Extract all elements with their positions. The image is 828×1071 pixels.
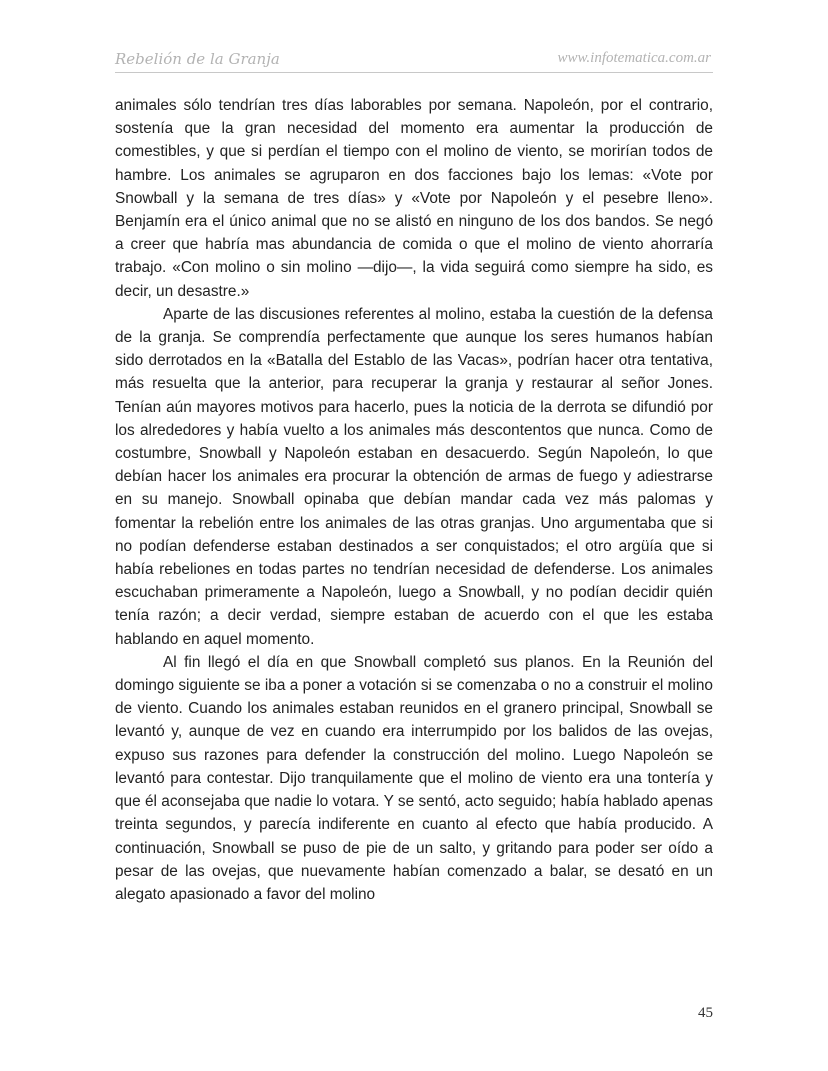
website-url: www.infotematica.com.ar <box>557 50 711 66</box>
book-title: Rebelión de la Granja <box>115 50 280 68</box>
paragraph: animales sólo tendrían tres días laborables por semana. Napoleón, por el contrario, sostenía que la gran necesidad del momento era aumentar la producción de comestibles, y que si perdían el tiempo con el molino de viento, se morirían todos de hambre. Los animales se agruparon en dos facciones bajo los lemas: «Vote por Snowball y la semana de tres días» y «Vote por Napoleón y el pesebre lleno». Benjamín era el único animal que no se alistó en ninguno de los dos bandos. Se negó a creer que habría mas abundancia de comida o que el molino de viento ahorraría trabajo. «Con molino o sin molino —dijo—, la vida seguirá como siempre ha sido, es decir, un desastre.» <box>115 97 713 300</box>
body-text <box>115 94 713 906</box>
paragraph: Aparte de las discusiones referentes al molino, estaba la cuestión de la defensa de la granja. Se comprendía perfectamente que aunque los seres humanos habían sido derrotados en la «Batalla del Establo de las Vacas», podrían hacer otra tentativa, más resuelta que la anterior, para recuperar la granja y restaurar al señor Jones. Tenían aún mayores motivos para hacerlo, pues la noticia de la derrota se difundió por los alrededores y había vuelto a los animales más descontentos que nunca. Como de costumbre, Snowball y Napoleón estaban en desacuerdo. Según Napoleón, lo que debían hacer los animales era procurar la obtención de armas de fuego y adiestrarse en su manejo. Snowball opinaba que debían mandar cada vez más palomas y fomentar la rebelión entre los animales de las otras granjas. Uno argumentaba que si no podían defenderse estaban destinados a ser conquistados; el otro argüía que si había rebeliones en todas partes no tendrían necesidad de defenderse. Los animales escuchaban primeramente a Napoleón, luego a Snowball, y no podían decidir quién tenía razón; a decir verdad, siempre estaban de acuerdo con el que les estaba hablando en aquel momento. <box>115 305 713 648</box>
page-number: 45 <box>698 1005 713 1021</box>
paragraph: Al fin llegó el día en que Snowball completó sus planos. En la Reunión del domingo siguiente se iba a poner a votación si se comenzaba o no a construir el molino de viento. Cuando los animales estaban reunidos en el granero principal, Snowball se levantó y, aunque de vez en cuando era interrumpido por los balidos de las ovejas, expuso sus razones para defender la construcción del molino. Luego Napoleón se levantó para contestar. Dijo tranquilamente que el molino de viento era una tontería y que él aconsejaba que nadie lo votara. Y se sentó, acto seguido; había hablado apenas treinta segundos, y parecía indiferente en cuanto al efecto que había producido. A continuación, Snowball se puso de pie de un salto, y gritando para poder ser oído a pesar de las ovejas, que nuevamente habían comenzado a balar, se desató en un alegato apasionado a favor del molino <box>115 653 713 903</box>
page-header <box>115 48 713 73</box>
